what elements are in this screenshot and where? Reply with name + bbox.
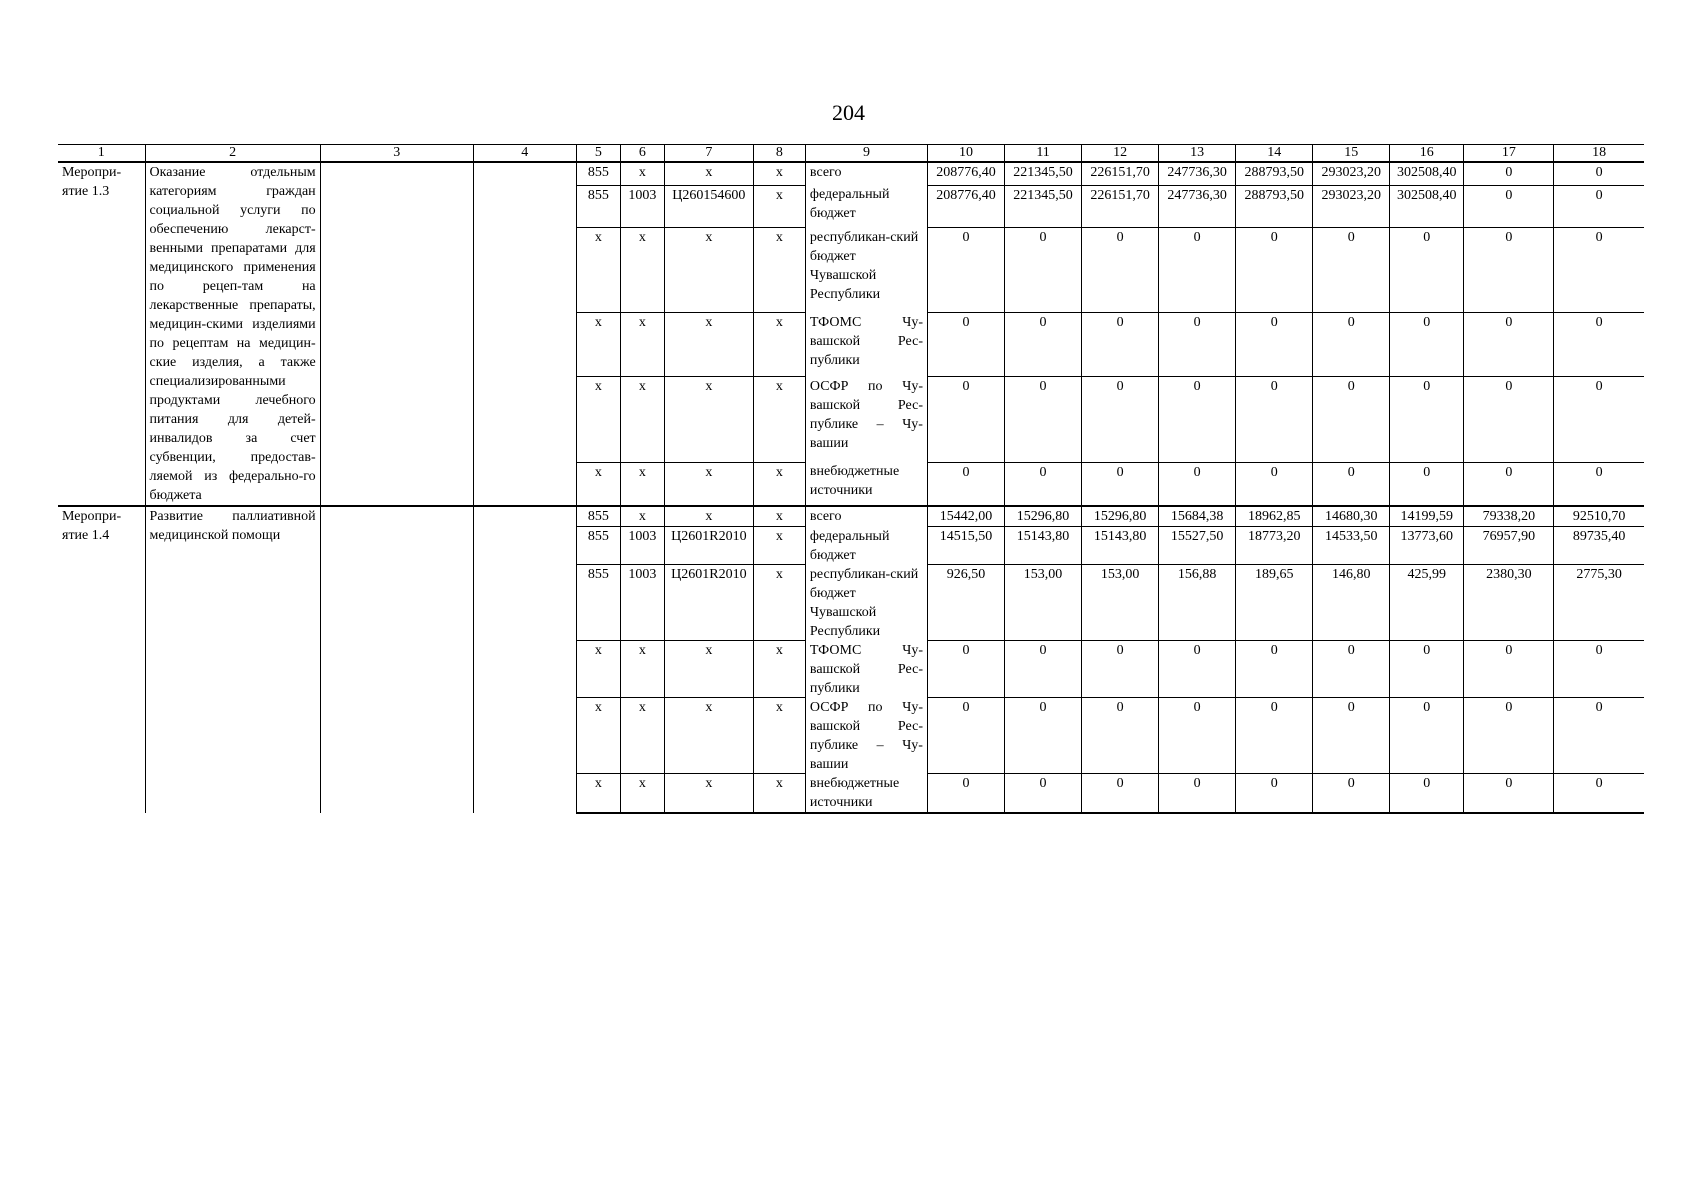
cell-value: 146,80 xyxy=(1313,565,1390,641)
cell-admin-code: x xyxy=(576,377,620,462)
cell-value: 288793,50 xyxy=(1236,185,1313,228)
cell-admin-code: 855 xyxy=(576,162,620,185)
cell-value: 0 xyxy=(1005,698,1082,774)
cell-value: 156,88 xyxy=(1159,565,1236,641)
cell-value: 293023,20 xyxy=(1313,185,1390,228)
cell-value: 15296,80 xyxy=(1082,506,1159,527)
cell-section-code: x xyxy=(620,641,664,698)
cell-target-code: x xyxy=(664,774,753,813)
cell-value: 0 xyxy=(1082,774,1159,813)
cell-value: 0 xyxy=(1390,774,1464,813)
cell-admin-code: x xyxy=(576,641,620,698)
cell-value: 0 xyxy=(927,774,1004,813)
cell-value: 221345,50 xyxy=(1005,185,1082,228)
cell-value: 0 xyxy=(1313,377,1390,462)
cell-value: 0 xyxy=(1159,774,1236,813)
cell-value: 0 xyxy=(1554,462,1644,506)
cell-value: 0 xyxy=(1464,641,1554,698)
cell-value: 0 xyxy=(1390,641,1464,698)
cell-value: 14515,50 xyxy=(927,527,1004,565)
cell-value: 0 xyxy=(1554,228,1644,313)
cell-value: 92510,70 xyxy=(1554,506,1644,527)
cell-value: 13773,60 xyxy=(1390,527,1464,565)
cell-funding-source: всего xyxy=(805,162,927,185)
cell-value: 0 xyxy=(927,462,1004,506)
cell-value: 0 xyxy=(1390,462,1464,506)
cell-expense-type: x xyxy=(753,565,805,641)
cell-value: 226151,70 xyxy=(1082,162,1159,185)
table-body xyxy=(58,145,1644,813)
cell-value: 0 xyxy=(1082,641,1159,698)
cell-value: 0 xyxy=(1464,185,1554,228)
cell-value: 0 xyxy=(1313,774,1390,813)
column-header-14: 14 xyxy=(1236,145,1313,163)
cell-value: 0 xyxy=(1236,377,1313,462)
cell-funding-source: ТФОМС Чу-вашской Рес-публики xyxy=(805,313,927,377)
cell-target-code: x xyxy=(664,506,753,527)
cell-value: 79338,20 xyxy=(1464,506,1554,527)
cell-funding-source: республикан-ский бюджет Чувашской Республики xyxy=(805,565,927,641)
cell-value: 0 xyxy=(927,228,1004,313)
cell-value: 0 xyxy=(1313,641,1390,698)
cell-funding-source: ТФОМС Чу-вашской Рес-публики xyxy=(805,641,927,698)
cell-value: 0 xyxy=(1005,774,1082,813)
cell-expense-type: x xyxy=(753,313,805,377)
cell-value: 0 xyxy=(1236,462,1313,506)
cell-target-code: x xyxy=(664,313,753,377)
budget-table xyxy=(58,144,1644,814)
cell-value: 14680,30 xyxy=(1313,506,1390,527)
event-col3 xyxy=(320,162,473,506)
cell-funding-source: федеральный бюджет xyxy=(805,185,927,228)
cell-expense-type: x xyxy=(753,774,805,813)
cell-section-code: x xyxy=(620,698,664,774)
cell-value: 302508,40 xyxy=(1390,162,1464,185)
cell-value: 0 xyxy=(1554,698,1644,774)
cell-section-code: x xyxy=(620,462,664,506)
cell-value: 0 xyxy=(1464,162,1554,185)
event-col4 xyxy=(473,162,576,506)
cell-value: 0 xyxy=(927,313,1004,377)
event-col4 xyxy=(473,506,576,813)
cell-value: 288793,50 xyxy=(1236,162,1313,185)
cell-value: 0 xyxy=(1554,313,1644,377)
column-header-2: 2 xyxy=(145,145,320,163)
cell-expense-type: x xyxy=(753,641,805,698)
cell-value: 18773,20 xyxy=(1236,527,1313,565)
cell-value: 0 xyxy=(1554,377,1644,462)
cell-value: 0 xyxy=(1159,228,1236,313)
cell-value: 0 xyxy=(1005,228,1082,313)
event-col3 xyxy=(320,506,473,813)
cell-target-code: x xyxy=(664,462,753,506)
cell-admin-code: 855 xyxy=(576,527,620,565)
column-header-3: 3 xyxy=(320,145,473,163)
cell-target-code: x xyxy=(664,641,753,698)
cell-value: 14199,59 xyxy=(1390,506,1464,527)
cell-value: 0 xyxy=(1554,185,1644,228)
cell-value: 247736,30 xyxy=(1159,162,1236,185)
cell-value: 18962,85 xyxy=(1236,506,1313,527)
cell-value: 15296,80 xyxy=(1005,506,1082,527)
column-header-9: 9 xyxy=(805,145,927,163)
column-header-10: 10 xyxy=(927,145,1004,163)
cell-value: 0 xyxy=(1005,377,1082,462)
event-description: Развитие паллиативной медицинской помощи xyxy=(145,506,320,813)
cell-value: 153,00 xyxy=(1005,565,1082,641)
cell-section-code: x xyxy=(620,506,664,527)
event-description: Оказание отдельным категориям граждан социальной услуги по обеспечению лекарст-венными препаратами для медицинского применения по рецеп-там на лекарственные препараты, медицин-скими изделиями по рецептам на медицин-ские изделия, а также специализированными продуктами лечебного питания для детей-инвалидов за счет субвенции, предостав-ляемой из федерально-го бюджета xyxy=(145,162,320,506)
cell-value: 425,99 xyxy=(1390,565,1464,641)
cell-value: 221345,50 xyxy=(1005,162,1082,185)
cell-value: 0 xyxy=(1390,313,1464,377)
cell-value: 0 xyxy=(1464,313,1554,377)
cell-section-code: x xyxy=(620,228,664,313)
cell-value: 189,65 xyxy=(1236,565,1313,641)
cell-value: 153,00 xyxy=(1082,565,1159,641)
cell-value: 208776,40 xyxy=(927,185,1004,228)
cell-expense-type: x xyxy=(753,228,805,313)
cell-value: 76957,90 xyxy=(1464,527,1554,565)
cell-value: 226151,70 xyxy=(1082,185,1159,228)
cell-value: 0 xyxy=(1313,462,1390,506)
cell-value: 15143,80 xyxy=(1082,527,1159,565)
cell-value: 0 xyxy=(1464,774,1554,813)
cell-section-code: x xyxy=(620,313,664,377)
cell-value: 15527,50 xyxy=(1159,527,1236,565)
cell-admin-code: 855 xyxy=(576,185,620,228)
cell-value: 0 xyxy=(1236,641,1313,698)
cell-value: 0 xyxy=(1236,774,1313,813)
cell-funding-source: внебюджетные источники xyxy=(805,774,927,813)
cell-admin-code: x xyxy=(576,462,620,506)
column-header-1: 1 xyxy=(58,145,145,163)
cell-value: 15684,38 xyxy=(1159,506,1236,527)
cell-expense-type: x xyxy=(753,698,805,774)
cell-admin-code: x xyxy=(576,698,620,774)
cell-expense-type: x xyxy=(753,185,805,228)
cell-value: 0 xyxy=(1390,698,1464,774)
cell-value: 15143,80 xyxy=(1005,527,1082,565)
cell-funding-source: внебюджетные источники xyxy=(805,462,927,506)
cell-admin-code: x xyxy=(576,228,620,313)
event-code: Меропри-ятие 1.3 xyxy=(58,162,145,506)
cell-value: 0 xyxy=(1159,641,1236,698)
cell-value: 0 xyxy=(927,641,1004,698)
cell-value: 2380,30 xyxy=(1464,565,1554,641)
cell-funding-source: федеральный бюджет xyxy=(805,527,927,565)
cell-value: 0 xyxy=(1464,377,1554,462)
column-header-8: 8 xyxy=(753,145,805,163)
column-header-13: 13 xyxy=(1159,145,1236,163)
cell-target-code: Ц260154600 xyxy=(664,185,753,228)
cell-value: 0 xyxy=(1313,313,1390,377)
cell-admin-code: x xyxy=(576,774,620,813)
cell-expense-type: x xyxy=(753,462,805,506)
cell-expense-type: x xyxy=(753,162,805,185)
cell-funding-source: ОСФР по Чу-вашской Рес-публике – Чу-вашии xyxy=(805,698,927,774)
cell-expense-type: x xyxy=(753,377,805,462)
cell-value: 0 xyxy=(1159,313,1236,377)
cell-value: 302508,40 xyxy=(1390,185,1464,228)
cell-section-code: x xyxy=(620,774,664,813)
cell-value: 0 xyxy=(1082,377,1159,462)
cell-value: 0 xyxy=(1005,641,1082,698)
cell-value: 0 xyxy=(1313,698,1390,774)
cell-value: 89735,40 xyxy=(1554,527,1644,565)
column-header-18: 18 xyxy=(1554,145,1644,163)
cell-value: 0 xyxy=(1082,698,1159,774)
column-header-12: 12 xyxy=(1082,145,1159,163)
cell-funding-source: всего xyxy=(805,506,927,527)
table-row xyxy=(58,506,1644,527)
cell-section-code: 1003 xyxy=(620,527,664,565)
column-header-5: 5 xyxy=(576,145,620,163)
cell-value: 0 xyxy=(1464,698,1554,774)
cell-value: 0 xyxy=(927,698,1004,774)
column-header-7: 7 xyxy=(664,145,753,163)
cell-value: 0 xyxy=(1464,462,1554,506)
column-header-16: 16 xyxy=(1390,145,1464,163)
cell-admin-code: 855 xyxy=(576,506,620,527)
cell-admin-code: 855 xyxy=(576,565,620,641)
cell-target-code: x xyxy=(664,162,753,185)
cell-value: 0 xyxy=(1390,377,1464,462)
cell-value: 15442,00 xyxy=(927,506,1004,527)
cell-admin-code: x xyxy=(576,313,620,377)
cell-expense-type: x xyxy=(753,527,805,565)
cell-value: 208776,40 xyxy=(927,162,1004,185)
cell-value: 0 xyxy=(1236,228,1313,313)
cell-value: 0 xyxy=(1236,313,1313,377)
cell-section-code: x xyxy=(620,377,664,462)
cell-value: 0 xyxy=(1005,462,1082,506)
cell-value: 0 xyxy=(1159,462,1236,506)
cell-value: 0 xyxy=(1159,377,1236,462)
cell-value: 0 xyxy=(1159,698,1236,774)
cell-value: 0 xyxy=(1236,698,1313,774)
page-number: 204 xyxy=(832,100,865,125)
cell-funding-source: республикан-ский бюджет Чувашской Республики xyxy=(805,228,927,313)
cell-section-code: 1003 xyxy=(620,565,664,641)
cell-value: 0 xyxy=(1313,228,1390,313)
cell-target-code: x xyxy=(664,228,753,313)
cell-value: 247736,30 xyxy=(1159,185,1236,228)
cell-target-code: x xyxy=(664,377,753,462)
cell-target-code: Ц2601R2010 xyxy=(664,527,753,565)
cell-value: 0 xyxy=(1082,313,1159,377)
cell-funding-source: ОСФР по Чу-вашской Рес-публике – Чу-вашии xyxy=(805,377,927,462)
cell-value: 0 xyxy=(1082,462,1159,506)
cell-value: 293023,20 xyxy=(1313,162,1390,185)
table-row xyxy=(58,162,1644,185)
cell-section-code: 1003 xyxy=(620,185,664,228)
cell-value: 0 xyxy=(1554,641,1644,698)
header-row xyxy=(58,145,1644,163)
cell-target-code: x xyxy=(664,698,753,774)
column-header-17: 17 xyxy=(1464,145,1554,163)
column-header-15: 15 xyxy=(1313,145,1390,163)
cell-target-code: Ц2601R2010 xyxy=(664,565,753,641)
column-header-6: 6 xyxy=(620,145,664,163)
cell-value: 0 xyxy=(1082,228,1159,313)
cell-value: 2775,30 xyxy=(1554,565,1644,641)
cell-value: 0 xyxy=(927,377,1004,462)
cell-section-code: x xyxy=(620,162,664,185)
column-header-4: 4 xyxy=(473,145,576,163)
cell-value: 14533,50 xyxy=(1313,527,1390,565)
cell-value: 926,50 xyxy=(927,565,1004,641)
cell-value: 0 xyxy=(1464,228,1554,313)
cell-expense-type: x xyxy=(753,506,805,527)
column-header-11: 11 xyxy=(1005,145,1082,163)
cell-value: 0 xyxy=(1005,313,1082,377)
event-code: Меропри-ятие 1.4 xyxy=(58,506,145,813)
cell-value: 0 xyxy=(1554,162,1644,185)
cell-value: 0 xyxy=(1390,228,1464,313)
cell-value: 0 xyxy=(1554,774,1644,813)
